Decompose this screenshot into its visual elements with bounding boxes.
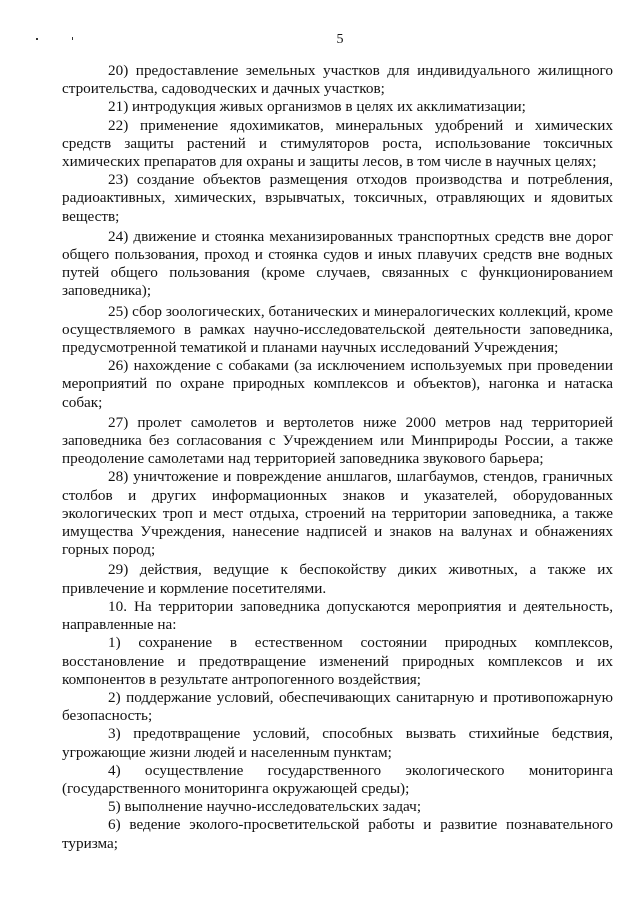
paragraph-item-23: 23) создание объектов размещения отходов производства и потребления, радиоактивных, химических, взрывчатых, токсичных, отравляющих и ядовитых веществ; xyxy=(62,171,613,225)
paragraph-item-27: 27) пролет самолетов и вертолетов ниже 2000 метров над территорией заповедника без согласования с Учреждением или Минприроды России, а также преодоление самолетами над территорией заповедника звукового барьера; xyxy=(62,413,613,468)
paragraph-subitem-6: 6) ведение эколого-просветительской работы и развитие познавательного туризма; xyxy=(62,816,613,852)
paragraph-item-29: 29) действия, ведущие к беспокойству диких животных, а также их привлечение и кормление посетителями. xyxy=(62,561,613,597)
paragraph-subitem-4: 4) осуществление государственного экологического мониторинга (государственного мониторинга окружающей среды); xyxy=(62,761,613,797)
paragraph-item-20: 20) предоставление земельных участков для индивидуального жилищного строительства, садоводческих и дачных участков; xyxy=(62,62,613,98)
paragraph-subitem-5: 5) выполнение научно-исследовательских задач; xyxy=(108,798,422,816)
paragraph-item-22: 22) применение ядохимикатов, минеральных удобрений и химических средств защиты растений и стимуляторов роста, использование токсичных химических препаратов для охраны и защиты лесов, в том числе в научных целях; xyxy=(62,116,613,171)
paragraph-subitem-3: 3) предотвращение условий, способных вызвать стихийные бедствия, угрожающие жизни людей и населенным пунктам; xyxy=(62,725,613,761)
document-body xyxy=(62,62,613,853)
paragraph-item-25: 25) сбор зоологических, ботанических и минералогических коллекций, кроме осуществляемого в рамках научно-исследовательской деятельности заповедника, предусмотренной тематикой и планами научных исследований Учреждения; xyxy=(62,302,613,357)
paragraph-item-24: 24) движение и стоянка механизированных транспортных средств вне дорог общего пользования, проход и стоянка судов и иных плавучих средств вне водных путей общего пользования (кроме случаев, связанных с функционированием заповедника); xyxy=(62,227,613,300)
paragraph-subitem-2: 2) поддержание условий, обеспечивающих санитарную и противопожарную безопасность; xyxy=(62,688,613,725)
paragraph-item-26: 26) нахождение с собаками (за исключением используемых при проведении мероприятий по охране природных комплексов и объектов), нагонка и натаска собак; xyxy=(62,357,613,411)
page-number: 5 xyxy=(336,32,344,47)
paragraph-subitem-1: 1) сохранение в естественном состоянии природных комплексов, восстановление и предотвращение изменений природных комплексов и их компонентов в результате антропогенного воздействия; xyxy=(62,634,613,688)
paragraph-section-10: 10. На территории заповедника допускаются мероприятия и деятельность, направленные на: xyxy=(62,597,613,634)
paragraph-item-21: 21) интродукция живых организмов в целях их акклиматизации; xyxy=(108,98,526,116)
paragraph-item-28: 28) уничтожение и повреждение аншлагов, шлагбаумов, стендов, граничных столбов и других информационных знаков и указателей, оборудованных экологических троп и мест отдыха, строений на территории заповедника, а также имущества Учреждения, нанесение надписей и знаков на валунах и обнажениях горных пород; xyxy=(62,468,613,559)
